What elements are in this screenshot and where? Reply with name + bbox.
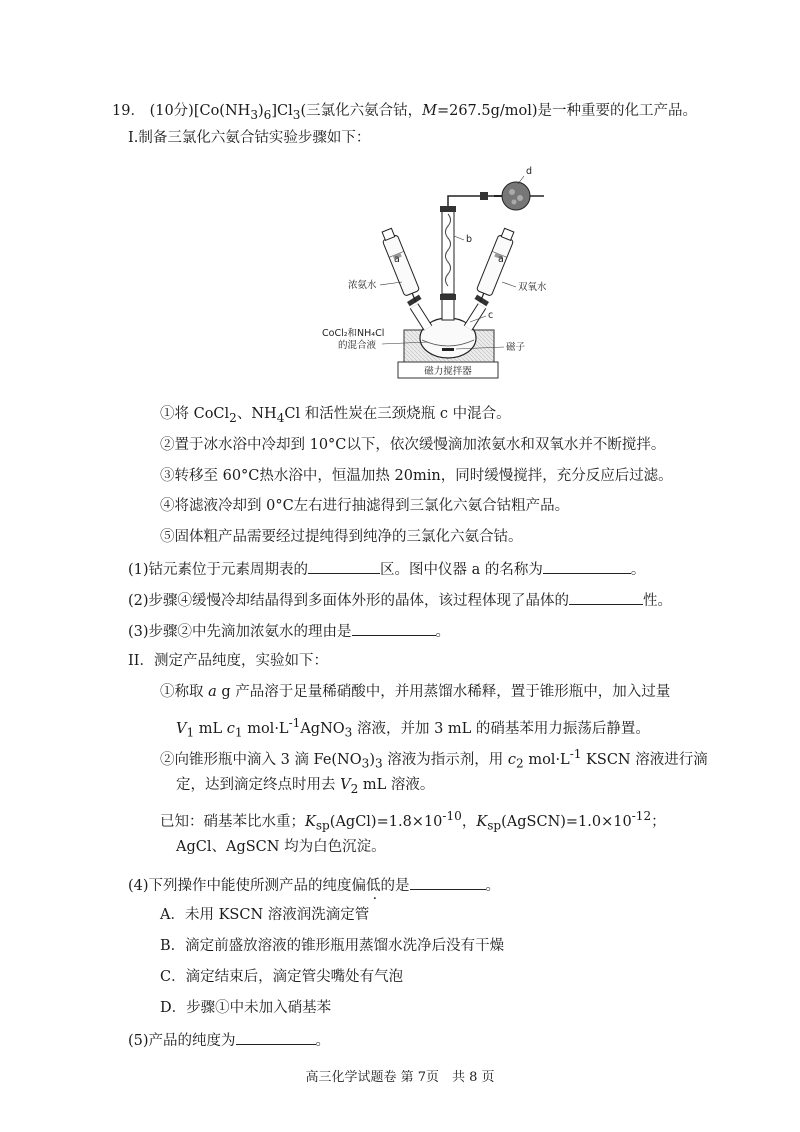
left-reagent-label: 浓氨水 (348, 280, 377, 291)
part1-heading: I.制备三氯化六氨合钴实验步骤如下： (128, 130, 371, 146)
q3-text-b: 。 (435, 624, 451, 640)
q2-answer-blank[interactable] (569, 589, 643, 605)
step-5: ⑤固体粗产品需要经过提纯得到纯净的三氯化六氨合钴。 (160, 529, 523, 545)
known-info-1: 已知：硝基苯比水重；$K_{sp}(AgCl)=1.8\times 10^{-10}$，$K_{sp}(AgSCN)=1.0\times 10^{-12}$； (160, 809, 666, 833)
question-2 (128, 589, 672, 611)
apparatus-figure (318, 158, 578, 388)
part2-heading: II．测定产品纯度，实验如下： (128, 653, 328, 669)
part2-step-2a: ②向锥形瓶中滴入 3 滴 $Fe(NO_3)_3$ 溶液为指示剂，用 $c_2$ $mol\cdot L^{-1}$ KSCN 溶液进行滴 (160, 747, 708, 771)
q5-answer-blank[interactable] (236, 1029, 316, 1045)
part2-step-1b: $V_1$ mL $c_1$ $mol\cdot L^{-1}AgNO_3$ 溶液，并加 3 mL 的硝基苯用力振荡后静置。 (176, 716, 650, 740)
page-footer: 高三化学试题卷 第 7页 共 8 页 (305, 1070, 495, 1085)
q5-text-a: (5)产品的纯度为 (128, 1033, 236, 1049)
q2-text-b: 性。 (643, 593, 673, 609)
question-header (112, 101, 697, 125)
dropping-funnel-left (379, 227, 423, 305)
step-2: ②置于冰水浴中冷却到 10°C以下，依次缓慢滴加浓氨水和双氧水并不断搅拌。 (160, 437, 666, 453)
option-d: D．步骤①中未加入硝基苯 (160, 1000, 332, 1016)
question-score: (10分) (149, 103, 194, 119)
mixture-label-line2: 的混合液 (338, 340, 377, 351)
label-a-right: a (498, 254, 504, 265)
stir-bar (442, 348, 454, 351)
drying-tube-d (502, 182, 530, 210)
option-a: A．未用 KSCN 溶液润洗滴定管 (160, 907, 370, 923)
q4-text-c: 。 (485, 878, 501, 894)
step-4: ④将滤液冷却到 0°C左右进行抽滤得到三氯化六氨合钴粗产品。 (160, 498, 570, 514)
label-b: b (466, 234, 473, 245)
question-5 (128, 1029, 330, 1051)
dropping-funnel-right (473, 227, 517, 305)
part2-step-2b: 定，达到滴定终点时用去 $V_2$ mL 溶液。 (176, 777, 435, 796)
q1-text-b: 区。图中仪器 a 的名称为 (380, 562, 543, 578)
option-b: B．滴定前盛放溶液的锥形瓶用蒸馏水洗净后没有干燥 (160, 938, 505, 954)
q1-text-a: (1)钴元素位于元素周期表的 (128, 562, 309, 578)
label-d: d (526, 166, 533, 177)
q2-text-a: (2)步骤④缓慢冷却结晶得到多面体外形的晶体，该过程体现了晶体的 (128, 593, 570, 609)
q4-text-a: (4)下列操作中能使所测产品的纯度偏 (128, 878, 367, 894)
question-intro: $[Co(NH_3)_6]Cl_3$(三氯化六氨合钴，M=267.5g/mol)是一种重要的化工产品。 (193, 103, 698, 122)
known-info-2: AgCl、AgSCN 均为白色沉淀。 (176, 839, 386, 855)
label-a-left: a (394, 254, 400, 265)
part2-step-1a: ①称取 a g 产品溶于足量稀硝酸中，并用蒸馏水稀释，置于锥形瓶中，加入过量 (160, 684, 671, 700)
question-3 (128, 620, 450, 642)
q3-text-a: (3)步骤②中先滴加浓氨水的理由是 (128, 624, 352, 640)
stir-bar-label: 磁子 (506, 342, 526, 353)
condenser-b (442, 210, 454, 294)
q4-emphasis: 低 (366, 878, 381, 894)
question-4 (128, 874, 500, 896)
mixture-label-line1: CoCl₂和NH₄Cl (322, 328, 385, 339)
option-c: C．滴定结束后，滴定管尖嘴处有气泡 (160, 969, 404, 985)
q1-answer-blank-2[interactable] (543, 558, 631, 574)
question-1 (128, 558, 645, 580)
q4-answer-blank[interactable] (410, 874, 486, 890)
q3-answer-blank[interactable] (352, 620, 436, 636)
q1-text-c: 。 (630, 562, 646, 578)
step-1: ①将 CoCl$_2$、$NH_4Cl$ 和活性炭在三颈烧瓶 c 中混合。 (160, 406, 511, 425)
q1-answer-blank-1[interactable] (308, 558, 380, 574)
q5-text-b: 。 (315, 1033, 331, 1049)
q4-text-b: 的是 (380, 878, 410, 894)
label-c: c (488, 310, 494, 321)
stirrer-label: 磁力搅拌器 (424, 366, 472, 377)
question-number: 19． (112, 103, 145, 119)
right-reagent-label: 双氧水 (518, 282, 547, 293)
step-3: ③转移至 60°C热水浴中，恒温加热 20min，同时缓慢搅拌，充分反应后过滤。 (160, 468, 673, 484)
